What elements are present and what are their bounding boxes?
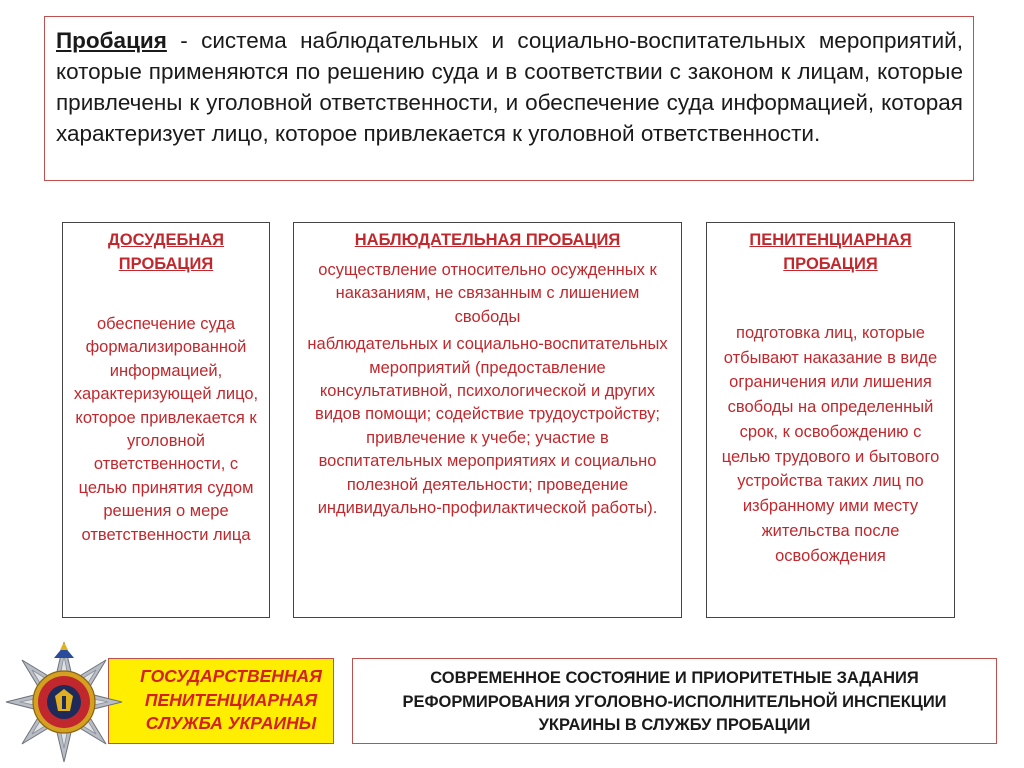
- penitentiary-probation-box: [706, 222, 955, 618]
- penitentiary-service-emblem-icon: [4, 636, 124, 762]
- supervisory-probation-box: [293, 222, 682, 618]
- definition-term: Пробация: [56, 28, 167, 53]
- definition-box: [44, 16, 974, 181]
- supervisory-probation-body-2: наблюдательных и социально-воспитательных мероприятий (предоставление консультативной, психологической и других видов помощи; содействие трудоустройству; привлечение к учебе; участие в воспитательных мероприятиях и социально полезной деятельности; проведение индивидуально-профилактической работы).: [307, 335, 668, 518]
- penitentiary-probation-body: подготовка лиц, которые отбывают наказание в виде ограничения или лишения свободы на определенный срок, к освобождению с целью трудового и бытового устройства таких лиц по избранному ими месту жительства после освобождения: [721, 323, 940, 565]
- definition-text: - система наблюдательных и социально-воспитательных мероприятий, которые применяются по решению суда и в соответствии с законом к лицам, которые привлечены к уголовной ответственности, и обеспечение суда информацией, которая характеризует лицо, которое привлекается к уголовной ответственности.: [56, 28, 963, 147]
- pretrial-probation-body: обеспечение суда формализированной информацией, характеризующей лицо, которое привлекается к уголовной ответственности, с целью принятия судом решения о мере ответственности лица: [73, 314, 259, 544]
- supervisory-probation-title: НАБЛЮДАТЕЛЬНАЯ ПРОБАЦИЯ: [354, 231, 621, 249]
- pretrial-probation-title: ДОСУДЕБНАЯ ПРОБАЦИЯ: [107, 231, 225, 273]
- penitentiary-probation-title: ПЕНИТЕНЦИАРНАЯ ПРОБАЦИЯ: [749, 231, 912, 273]
- supervisory-probation-body-1: осуществление относительно осужденных к наказаниям, не связанным с лишением свободы: [318, 260, 657, 326]
- service-name-badge: ГОСУДАРСТВЕННАЯ ПЕНИТЕНЦИАРНАЯ СЛУЖБА УКРАИНЫ: [108, 658, 334, 744]
- presentation-title-box: СОВРЕМЕННОЕ СОСТОЯНИЕ И ПРИОРИТЕТНЫЕ ЗАДАНИЯ РЕФОРМИРОВАНИЯ УГОЛОВНО-ИСПОЛНИТЕЛЬНОЙ ИНСПЕКЦИИ УКРАИНЫ В СЛУЖБУ ПРОБАЦИИ: [352, 658, 997, 744]
- pretrial-probation-box: [62, 222, 270, 618]
